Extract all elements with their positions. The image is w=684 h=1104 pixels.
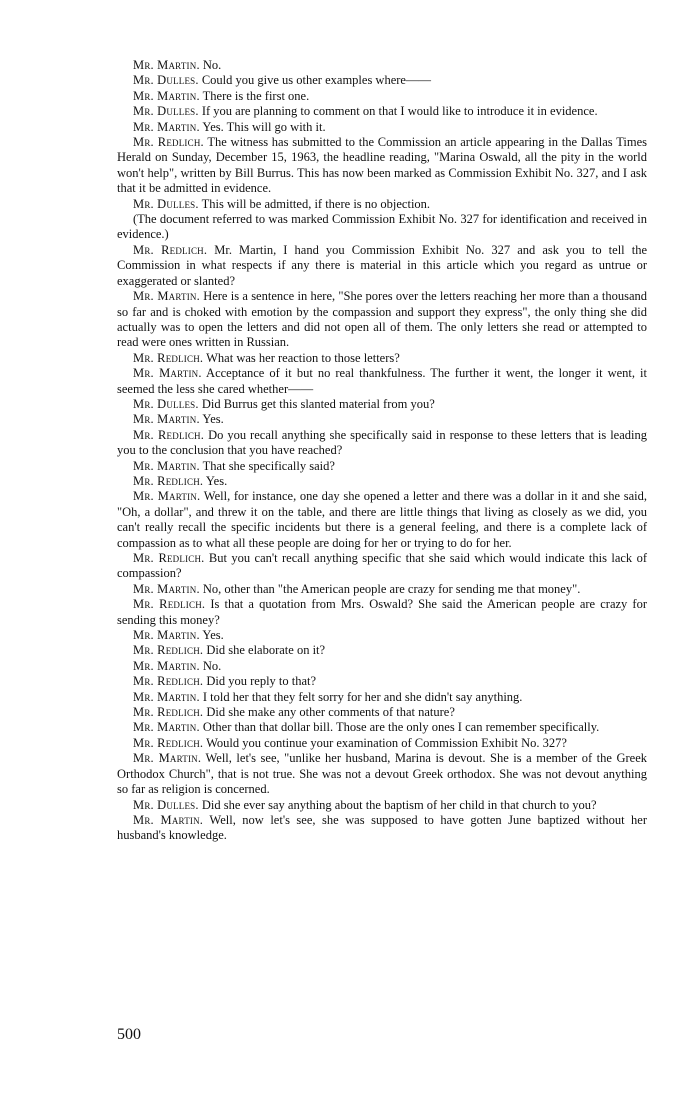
paragraph-text: Do you recall anything she specifically said in response to these letters that is leading you to the conclusion that you have reached? bbox=[117, 427, 648, 458]
transcript-paragraph bbox=[117, 474, 647, 489]
paragraph-text: Did she make any other comments of that nature? bbox=[203, 705, 455, 720]
transcript-paragraph bbox=[117, 89, 647, 104]
speaker-name: Mr. Martin. bbox=[133, 412, 200, 427]
transcript-paragraph bbox=[117, 366, 647, 397]
speaker-name: Mr. Martin. bbox=[133, 812, 204, 827]
speaker-name: Mr. Martin. bbox=[133, 289, 200, 304]
speaker-name: Mr. Redlich. bbox=[133, 643, 204, 658]
transcript-paragraph bbox=[117, 489, 647, 551]
transcript-paragraph bbox=[117, 58, 647, 73]
speaker-name: Mr. Redlich. bbox=[133, 473, 204, 488]
speaker-name: Mr. Redlich. bbox=[133, 242, 208, 257]
speaker-name: Mr. Redlich. bbox=[133, 135, 204, 150]
speaker-name: Mr. Martin. bbox=[133, 458, 200, 473]
speaker-name: Mr. Dulles. bbox=[133, 797, 199, 812]
paragraph-text: Yes. bbox=[203, 473, 228, 488]
speaker-name: Mr. Dulles. bbox=[133, 104, 199, 119]
transcript-paragraph bbox=[117, 798, 647, 813]
speaker-name: Mr. Redlich. bbox=[133, 735, 204, 750]
transcript-paragraph bbox=[117, 751, 647, 797]
transcript-paragraph bbox=[117, 659, 647, 674]
speaker-name: Mr. Martin. bbox=[133, 119, 200, 134]
paragraph-text: Well, for instance, one day she opened a letter and there was a dollar in it and she said, "Oh, a dollar", and threw it on the table, and there are little things that living as closely as we did, you can't really recall the specific incidents but there is a general feeling, and there is a complete lack of compassion as to what all these people are doing for her or trying to do for her. bbox=[117, 489, 647, 550]
page-number: 500 bbox=[117, 1026, 141, 1043]
speaker-name: Mr. Martin. bbox=[133, 489, 201, 504]
paragraph-text: Mr. Martin, I hand you Commission Exhibit No. 327 and ask you to tell the Commission in what respects if any there is material in this article which you regard as untrue or exaggerated or slanted? bbox=[117, 242, 647, 288]
paragraph-text: Yes. This will go with it. bbox=[199, 119, 326, 134]
transcript-paragraph bbox=[117, 459, 647, 474]
transcript-paragraph bbox=[117, 736, 647, 751]
transcript-body bbox=[117, 58, 647, 844]
paragraph-text: Could you give us other examples where—— bbox=[198, 73, 431, 88]
speaker-name: Mr. Martin. bbox=[133, 689, 200, 704]
paragraph-text: Other than that dollar bill. Those are the only ones I can remember specifically. bbox=[199, 720, 600, 735]
transcript-paragraph bbox=[117, 397, 647, 412]
paragraph-text: Yes. bbox=[199, 412, 224, 427]
transcript-paragraph bbox=[117, 643, 647, 658]
paragraph-text: Is that a quotation from Mrs. Oswald? She said the American people are crazy for sending this money? bbox=[117, 597, 647, 627]
paragraph-text: No. bbox=[199, 658, 222, 673]
transcript-paragraph bbox=[117, 720, 647, 735]
paragraph-text: This will be admitted, if there is no objection. bbox=[198, 196, 431, 211]
speaker-name: Mr. Redlich. bbox=[133, 350, 204, 365]
transcript-paragraph bbox=[117, 197, 647, 212]
transcript-paragraph bbox=[117, 120, 647, 135]
transcript-paragraph bbox=[117, 428, 647, 459]
transcript-paragraph bbox=[117, 412, 647, 427]
transcript-paragraph bbox=[117, 73, 647, 88]
speaker-name: Mr. Martin. bbox=[133, 88, 200, 103]
transcript-paragraph bbox=[117, 135, 647, 197]
transcript-paragraph bbox=[117, 243, 647, 289]
transcript-paragraph bbox=[117, 551, 647, 582]
transcript-paragraph bbox=[117, 674, 647, 689]
exhibit-note bbox=[117, 212, 647, 243]
paragraph-text: No, other than "the American people are crazy for sending me that money". bbox=[199, 581, 581, 596]
speaker-name: Mr. Dulles. bbox=[133, 73, 199, 88]
paragraph-text: Well, now let's see, she was supposed to have gotten June baptized without her husband's knowledge. bbox=[117, 812, 648, 843]
paragraph-text: If you are planning to comment on that I would like to introduce it in evidence. bbox=[198, 104, 598, 119]
paragraph-text: Did Burrus get this slanted material from you? bbox=[198, 396, 435, 411]
paragraph-text: What was her reaction to those letters? bbox=[203, 350, 400, 365]
paragraph-text: Did you reply to that? bbox=[203, 674, 317, 689]
speaker-name: Mr. Redlich. bbox=[133, 705, 204, 720]
paragraph-text: Here is a sentence in here, "She pores over the letters reaching her more than a thousand so far and is choked with emotion by the compassion and support they express", the only thing she did actually was to open the letters and did not open all of them. The only letters she read or attempted to read were ones written in Russian. bbox=[117, 289, 648, 350]
paragraph-text: But you can't recall anything specific that she said which would indicate this lack of compassion? bbox=[117, 551, 647, 581]
paragraph-text: Did she ever say anything about the baptism of her child in that church to you? bbox=[198, 797, 597, 812]
paragraph-text: Would you continue your examination of Commission Exhibit No. 327? bbox=[203, 735, 567, 750]
paragraph-text: Well, let's see, "unlike her husband, Marina is devout. She is a member of the Greek Orthodox Church", that is not true. She was not a devout Greek orthodox. She was not devout anything so far as religion is concerned. bbox=[117, 751, 647, 797]
paragraph-text: Acceptance of it but no real thankfulness. The further it went, the longer it went, it seemed the less she cared whether—— bbox=[117, 366, 647, 396]
transcript-paragraph bbox=[117, 104, 647, 119]
speaker-name: Mr. Dulles. bbox=[133, 396, 199, 411]
speaker-name: Mr. Martin. bbox=[133, 366, 202, 381]
speaker-name: Mr. Martin. bbox=[133, 581, 200, 596]
transcript-paragraph bbox=[117, 705, 647, 720]
speaker-name: Mr. Martin. bbox=[133, 720, 200, 735]
speaker-name: Mr. Martin. bbox=[133, 628, 200, 643]
transcript-paragraph bbox=[117, 351, 647, 366]
speaker-name: Mr. Dulles. bbox=[133, 196, 199, 211]
transcript-paragraph bbox=[117, 597, 647, 628]
paragraph-text: There is the first one. bbox=[199, 88, 310, 103]
paragraph-text: Yes. bbox=[199, 628, 224, 643]
speaker-name: Mr. Redlich. bbox=[133, 674, 204, 689]
paragraph-text: The witness has submitted to the Commission an article appearing in the Dallas Times Herald on Sunday, December 15, 1963, the headline reading, "Marina Oswald, all the pity in the world won't help", written by Bill Burrus. This has now been marked as Commission Exhibit No. 327, and I ask that it be admitted in evidence. bbox=[117, 135, 648, 196]
paragraph-text: I told her that they felt sorry for her and she didn't say anything. bbox=[199, 689, 523, 704]
transcript-paragraph bbox=[117, 690, 647, 705]
transcript-paragraph bbox=[117, 582, 647, 597]
transcript-paragraph bbox=[117, 289, 647, 351]
paragraph-text: (The document referred to was marked Commission Exhibit No. 327 for identification and received in evidence.) bbox=[117, 212, 647, 242]
paragraph-text: No. bbox=[199, 58, 222, 72]
speaker-name: Mr. Martin. bbox=[133, 751, 202, 766]
paragraph-text: Did she elaborate on it? bbox=[203, 643, 326, 658]
speaker-name: Mr. Martin. bbox=[133, 658, 200, 673]
paragraph-text: That she specifically said? bbox=[199, 458, 335, 473]
speaker-name: Mr. Redlich. bbox=[133, 551, 205, 565]
transcript-paragraph bbox=[117, 628, 647, 643]
speaker-name: Mr. Martin. bbox=[133, 58, 200, 72]
speaker-name: Mr. Redlich. bbox=[133, 427, 205, 442]
speaker-name: Mr. Redlich. bbox=[133, 597, 206, 612]
transcript-paragraph bbox=[117, 813, 647, 844]
